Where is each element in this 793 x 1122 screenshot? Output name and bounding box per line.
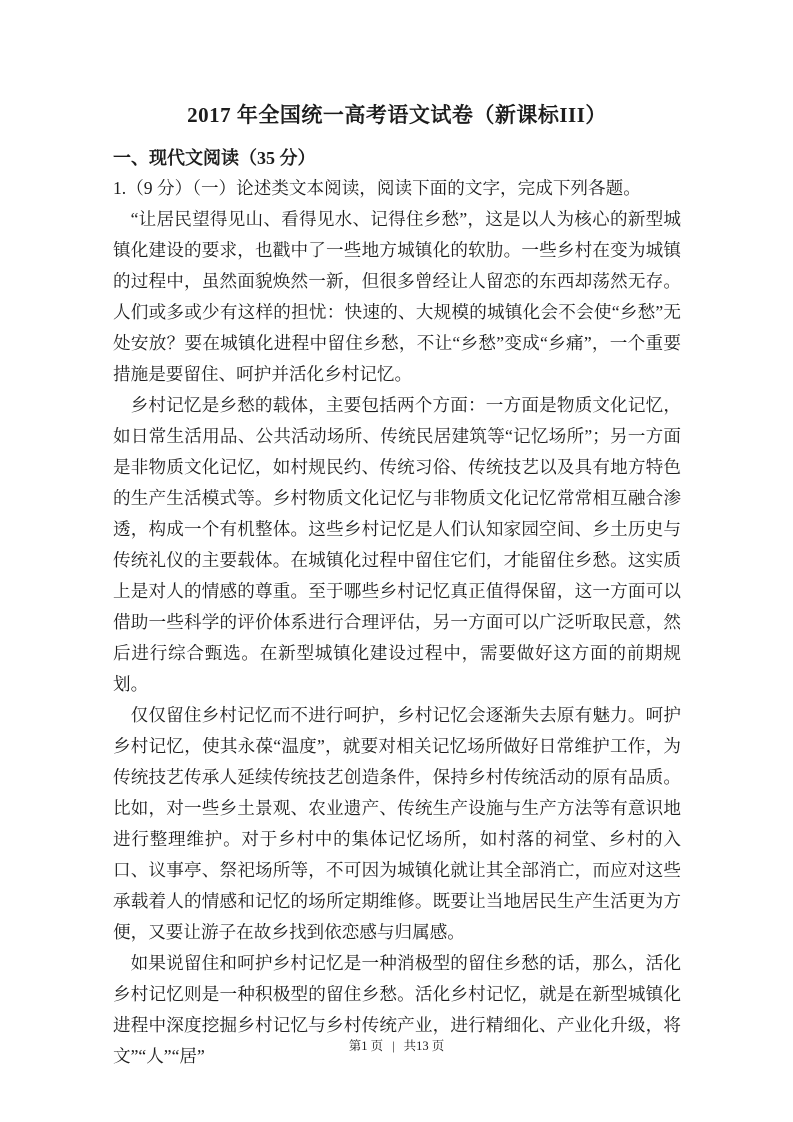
page-total: 共13 页: [403, 1039, 445, 1053]
passage-paragraph-4: 如果说留住和呵护乡村记忆是一种消极型的留住乡愁的话，那么，活化乡村记忆则是一种积极型的留住乡愁。活化乡村记忆，就是在新型城镇化进程中深度挖掘乡村记忆与乡村传统产业，进行精细化、产业化升级，将文”“人”“居”: [113, 953, 681, 1066]
question-lead: 1.（9 分）（一）论述类文本阅读，阅读下面的文字，完成下列各题。: [113, 178, 641, 198]
passage-paragraph-2: 乡村记忆是乡愁的载体，主要包括两个方面：一方面是物质文化记忆，如日常生活用品、公共活动场所、传统民居建筑等“记忆场所”；另一方面是非物质文化记忆，如村规民约、传统习俗、传统技艺以及具有地方特色的生产生活模式等。乡村物质文化记忆与非物质文化记忆常常相互融合渗透，构成一个有机整体。这些乡村记忆是人们认知家园空间、乡土历史与传统礼仪的主要载体。在城镇化过程中留住它们，才能留住乡愁。这实质上是对人的情感的尊重。至于哪些乡村记忆真正值得保留，这一方面可以借助一些科学的评价体系进行合理评估，另一方面可以广泛听取民意，然后进行综合甄选。在新型城镇化建设过程中，需要做好这方面的前期规划。: [113, 395, 681, 694]
page-number: 第1 页: [348, 1039, 384, 1053]
page-title: 2017 年全国统一高考语文试卷（新课标III）: [187, 103, 607, 127]
reading-passage: [113, 173, 681, 1072]
page-footer: [0, 1038, 793, 1054]
passage-paragraph-1: “让居民望得见山、看得见水、记得住乡愁”，这是以人为核心的新型城镇化建设的要求，也戳中了一些地方城镇化的软肋。一些乡村在变为城镇的过程中，虽然面貌焕然一新，但很多曾经让人留恋的东西却荡然无存。人们或多或少有这样的担忧：快速的、大规模的城镇化会不会使“乡愁”无处安放？要在城镇化进程中留住乡愁，不让“乡愁”变成“乡痛”，一个重要措施是要留住、呵护并活化乡村记忆。: [113, 209, 681, 384]
footer-separator: |: [392, 1039, 395, 1053]
passage-paragraph-3: 仅仅留住乡村记忆而不进行呵护，乡村记忆会逐渐失去原有魅力。呵护乡村记忆，使其永葆“温度”，就要对相关记忆场所做好日常维护工作，为传统技艺传承人延续传统技艺创造条件，保持乡村传统活动的原有品质。比如，对一些乡土景观、农业遗产、传统生产设施与生产方法等有意识地进行整理维护。对于乡村中的集体记忆场所，如村落的祠堂、乡村的入口、议事亭、祭祀场所等，不可因为城镇化就让其全部消亡，而应对这些承载着人的情感和记忆的场所定期维修。既要让当地居民生产生活更为方便，又要让游子在故乡找到依恋感与归属感。: [113, 705, 681, 942]
section-heading: 一、现代文阅读（35 分）: [113, 148, 316, 168]
